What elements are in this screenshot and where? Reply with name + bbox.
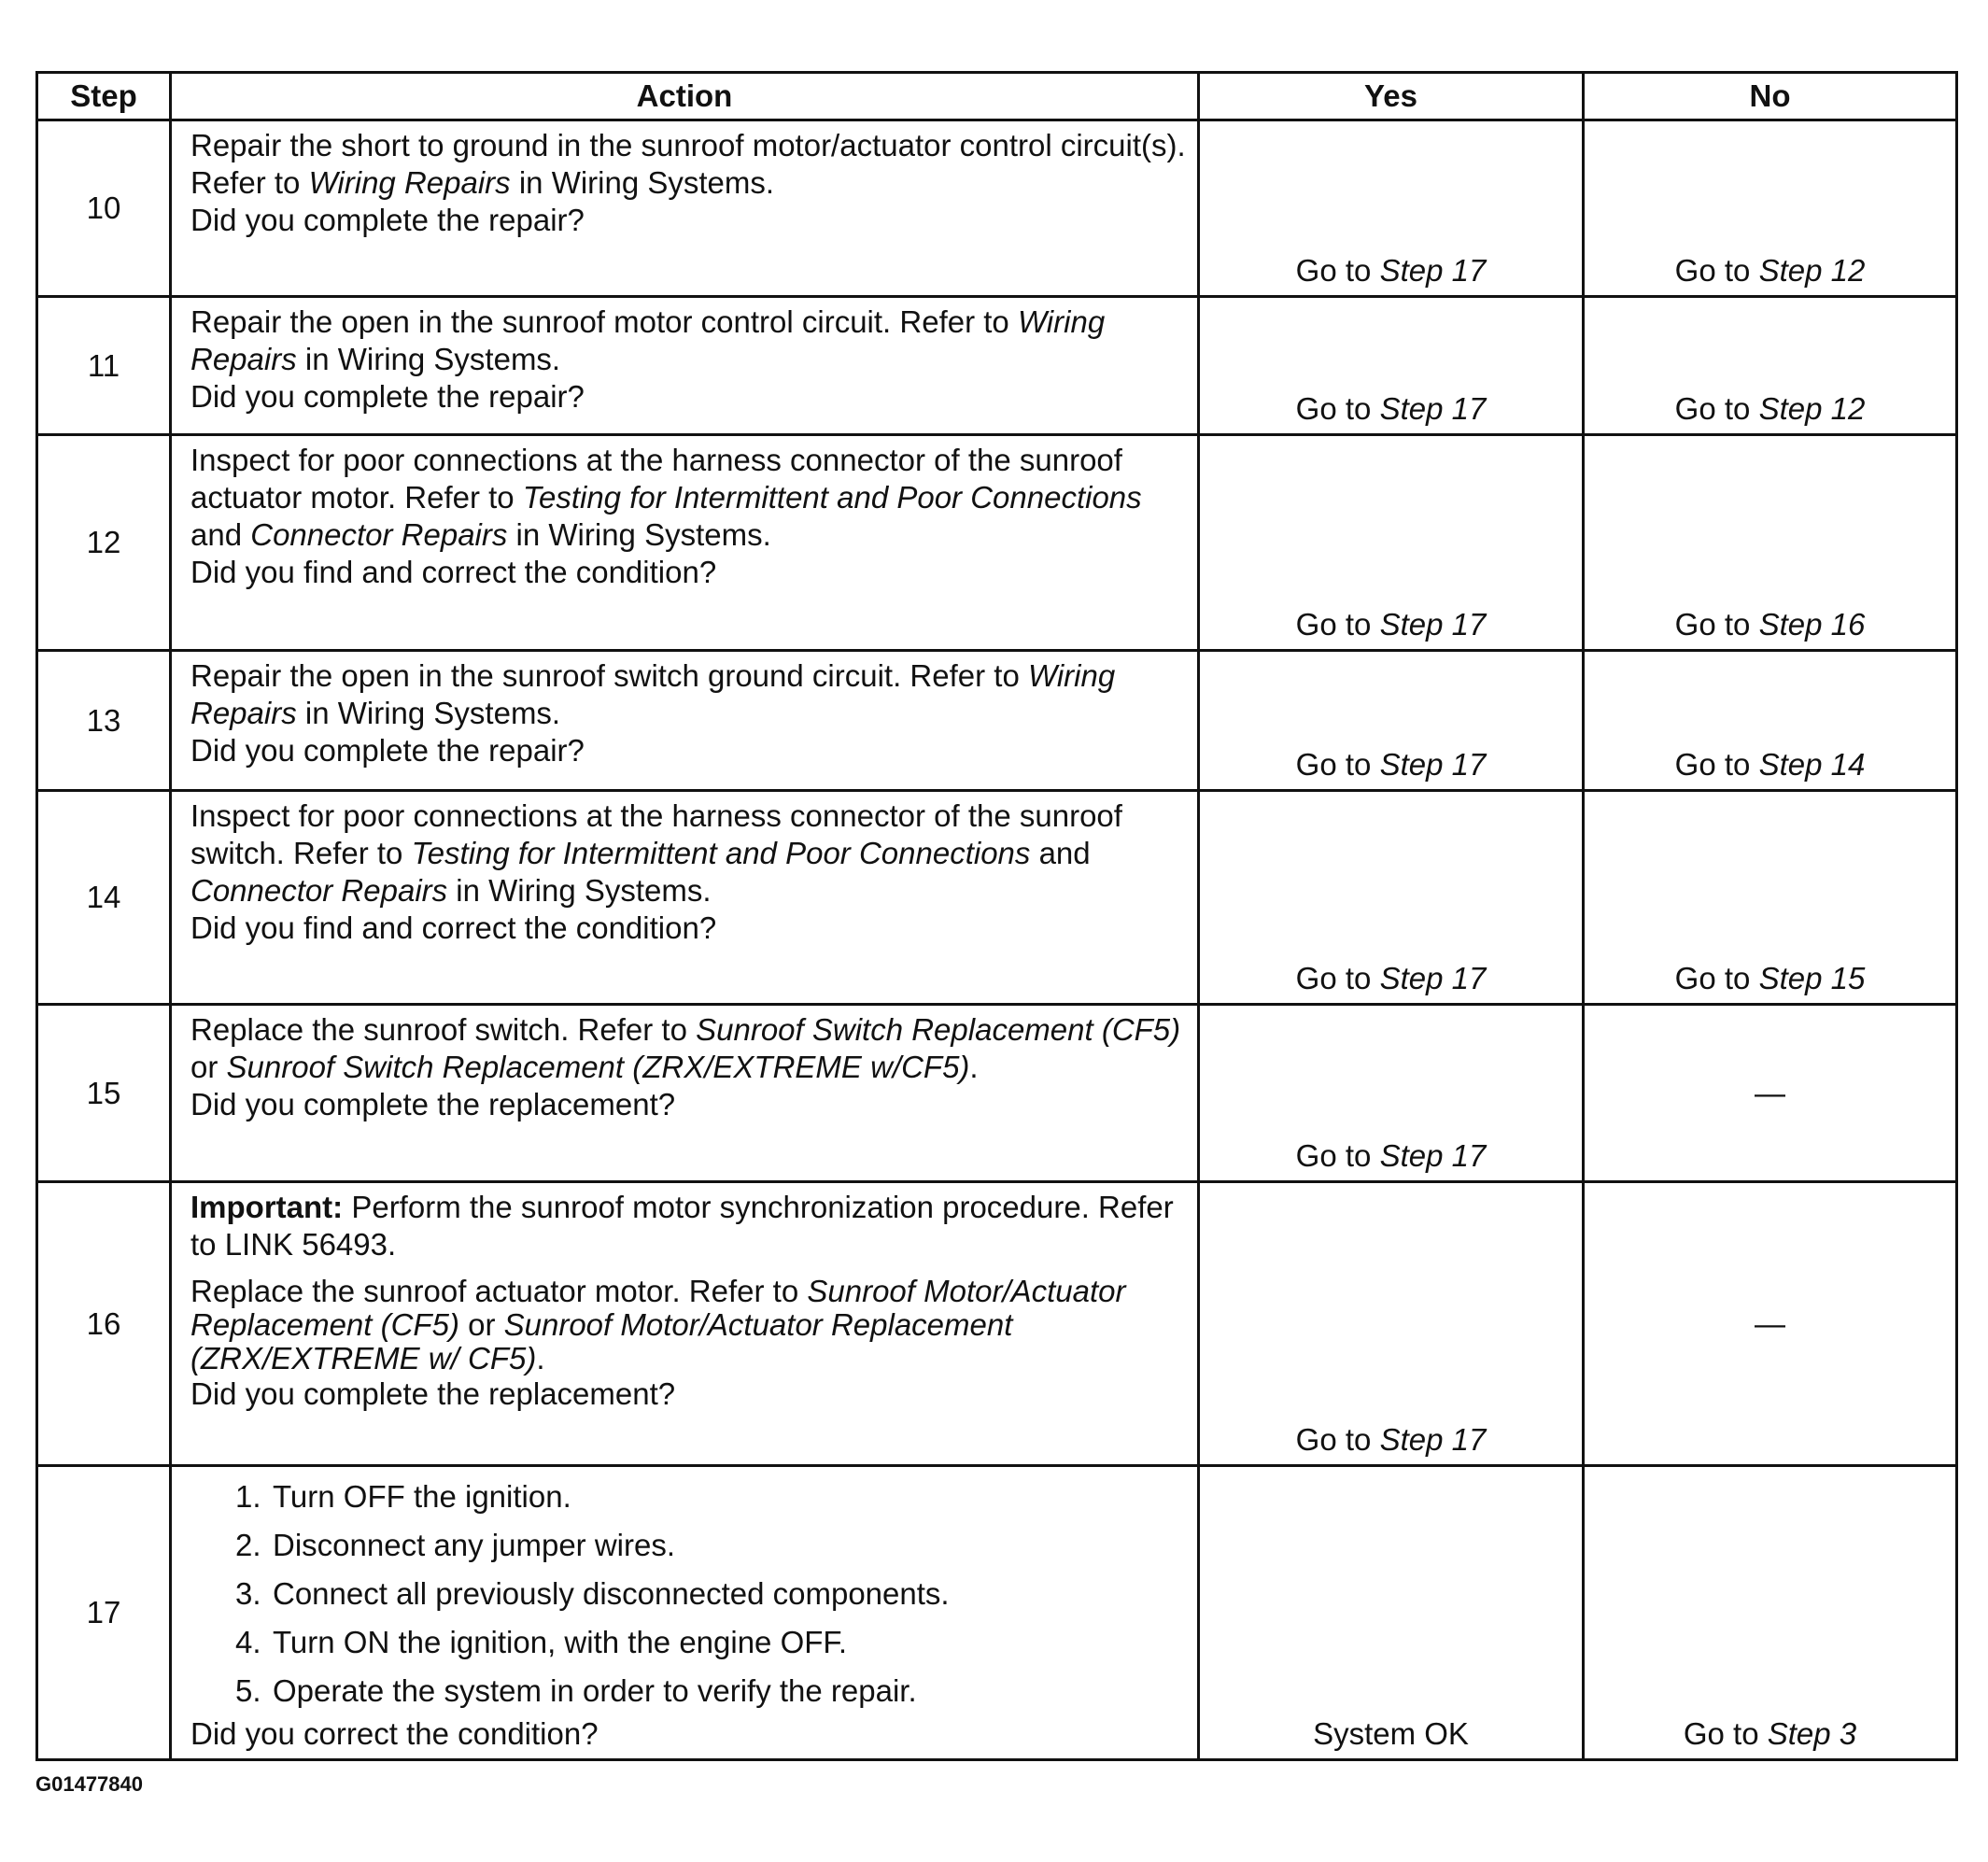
question-text: Did you find and correct the condition? [190,555,717,589]
list-item: 5. Operate the system in order to verify the repair. [235,1673,917,1708]
no-cell: Go to Step 15 [1584,791,1957,1005]
yes-cell: Go to Step 17 [1199,120,1584,297]
yes-cell: Go to Step 17 [1199,1005,1584,1182]
table-row [37,1182,1957,1466]
question-text: Did you complete the repair? [190,379,585,414]
action-cell [171,791,1199,1005]
yes-cell: Go to Step 17 [1199,1182,1584,1466]
table-row [37,791,1957,1005]
yes-cell: Go to Step 17 [1199,297,1584,435]
important-label: Important: [190,1190,344,1224]
question-text: Did you find and correct the condition? [190,910,717,945]
yes-cell: Go to Step 17 [1199,651,1584,791]
figure-id: G01477840 [35,1772,143,1796]
no-cell: Go to Step 14 [1584,651,1957,791]
em-dash: — [1755,1305,1785,1341]
question-text: Did you correct the condition? [190,1716,599,1751]
list-item: 1. Turn OFF the ignition. [235,1479,571,1514]
table-row [37,435,1957,651]
action-text: Repair the open in the sunroof switch ground circuit. Refer to Wiring Repairs in Wiring Systems. [190,658,1116,730]
action-cell [171,435,1199,651]
action-cell [171,120,1199,297]
step-number: 13 [37,651,171,791]
question-text: Did you complete the replacement? [190,1087,676,1121]
no-cell: Go to Step 12 [1584,120,1957,297]
no-cell [1584,1005,1957,1182]
no-cell: Go to Step 3 [1584,1466,1957,1760]
step-number: 16 [37,1182,171,1466]
action-cell [171,297,1199,435]
action-cell [171,1182,1199,1466]
action-text: Replace the sunroof actuator motor. Refer to Sunroof Motor/Actuator Replacement (CF5) or Sunroof Motor/Actuator Replacement (ZRX/EXTREME w/ CF5). [190,1274,1126,1375]
action-text: Repair the short to ground in the sunroof motor/actuator control circuit(s). Refer to Wiring Repairs in Wiring Systems. [190,128,1186,200]
no-cell [1584,1182,1957,1466]
table-row [37,651,1957,791]
step-number: 11 [37,297,171,435]
header-row [37,73,1957,120]
action-text: Repair the open in the sunroof motor control circuit. Refer to Wiring Repairs in Wiring Systems. [190,304,1106,376]
action-cell [171,1005,1199,1182]
header-yes: Yes [1199,73,1584,120]
procedure-list [190,1473,1188,1715]
yes-cell: System OK [1199,1466,1584,1760]
header-no: No [1584,73,1957,120]
action-cell [171,651,1199,791]
table-row [37,120,1957,297]
header-action: Action [171,73,1199,120]
step-number: 10 [37,120,171,297]
question-text: Did you complete the repair? [190,203,585,237]
action-text: Inspect for poor connections at the harness connector of the sunroof actuator motor. Refer to Testing for Intermittent and Poor Connections and Connector Repairs in Wiring Systems. [190,443,1142,552]
question-text: Did you complete the replacement? [190,1376,676,1411]
yes-cell: Go to Step 17 [1199,791,1584,1005]
table-row [37,1466,1957,1760]
yes-cell: Go to Step 17 [1199,435,1584,651]
step-number: 15 [37,1005,171,1182]
list-item: 2. Disconnect any jumper wires. [235,1528,675,1562]
step-number: 12 [37,435,171,651]
list-item: 4. Turn ON the ignition, with the engine OFF. [235,1625,848,1659]
header-step: Step [37,73,171,120]
step-number: 14 [37,791,171,1005]
table-row [37,1005,1957,1182]
diagnostic-table [35,71,1958,1761]
step-number: 17 [37,1466,171,1760]
action-text: Replace the sunroof switch. Refer to Sunroof Switch Replacement (CF5) or Sunroof Switch Replacement (ZRX/EXTREME w/CF5). [190,1012,1181,1084]
em-dash: — [1755,1075,1785,1110]
important-note: Important: Perform the sunroof motor synchronization procedure. Refer to LINK 56493. [190,1190,1174,1262]
no-cell: Go to Step 16 [1584,435,1957,651]
action-text: Inspect for poor connections at the harness connector of the sunroof switch. Refer to Testing for Intermittent and Poor Connections and Connector Repairs in Wiring Systems. [190,798,1122,908]
no-cell: Go to Step 12 [1584,297,1957,435]
question-text: Did you complete the repair? [190,733,585,768]
action-cell [171,1466,1199,1760]
table-row [37,297,1957,435]
list-item: 3. Connect all previously disconnected components. [235,1576,950,1611]
